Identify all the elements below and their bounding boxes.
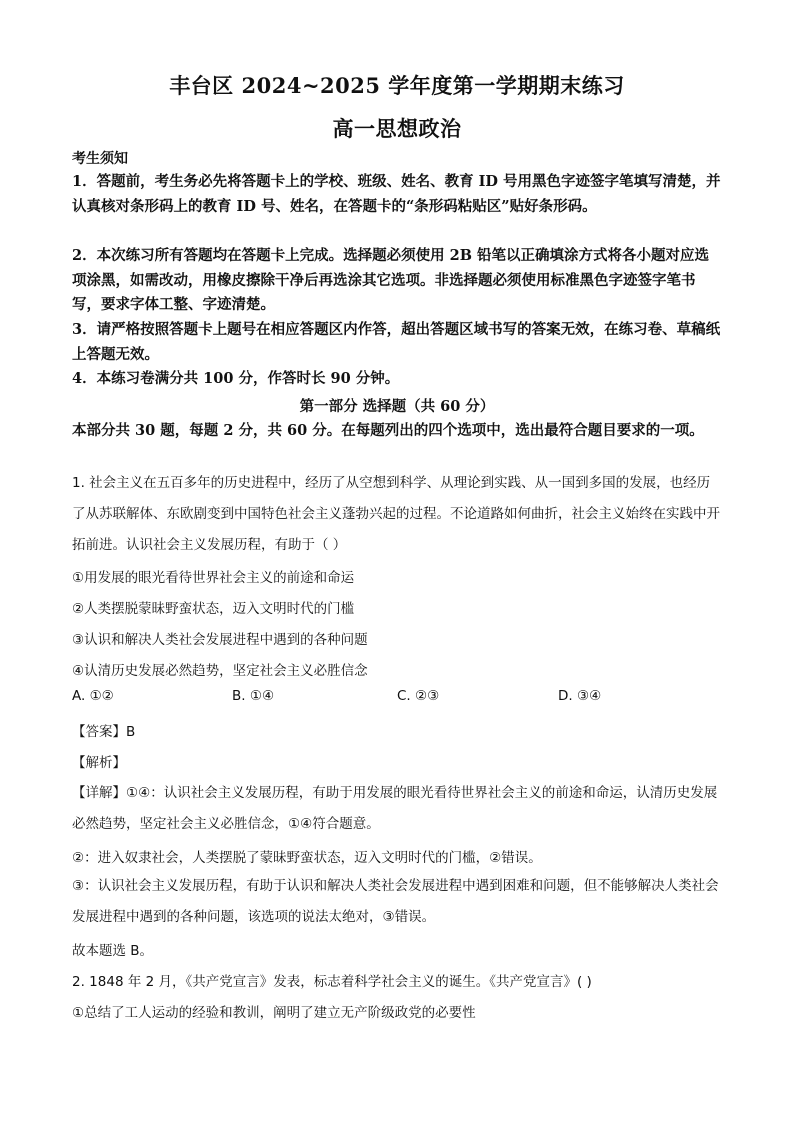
question-1-option-3: ③认识和解决人类社会发展进程中遇到的各种问题 — [72, 632, 368, 648]
analysis-conclusion: 故本题选 B。 — [72, 943, 154, 959]
analysis-detail: 【详解】①④：认识社会主义发展历程，有助于用发展的眼光看待世界社会主义的前途和命运，认清历史发展必然趋势，坚定社会主义必胜信念，①④符合题意。 — [72, 785, 718, 832]
choice-b: B. ①④ — [232, 688, 275, 704]
analysis-label: 【解析】 — [72, 755, 126, 771]
section-title: 第一部分 选择题（共 60 分） — [299, 398, 495, 415]
choice-a: A. ①② — [72, 688, 114, 704]
question-1-option-1: ①用发展的眼光看待世界社会主义的前途和命运 — [72, 570, 355, 586]
notice-item-3: 3．请严格按照答题卡上题号在相应答题区内作答，超出答题区域书写的答案无效，在练习卷、草稿纸上答题无效。 — [72, 321, 721, 363]
question-1-option-2: ②人类摆脱蒙昧野蛮状态，迈入文明时代的门槛 — [72, 601, 355, 617]
notice-heading: 考生须知 — [72, 151, 128, 167]
choice-c: C. ②③ — [397, 688, 440, 704]
notice-item-4: 4．本练习卷满分共 100 分，作答时长 90 分钟。 — [72, 370, 400, 387]
analysis-point-2: ②：进入奴隶社会，人类摆脱了蒙昧野蛮状态，迈入文明时代的门槛，②错误。 — [72, 850, 542, 866]
question-1-choices — [72, 688, 722, 712]
section-description: 本部分共 30 题，每题 2 分，共 60 分。在每题列出的四个选项中，选出最符合题目要求的一项。 — [72, 422, 704, 439]
notice-item-1: 1．答题前，考生务必先将答题卡上的学校、班级、姓名、教育 ID 号用黑色字迹签字笔填写清楚，并认真核对条形码上的教育 ID 号、姓名，在答题卡的“条形码粘贴区”贴好条形码。 — [72, 173, 721, 215]
question-1-stem: 1. 社会主义在五百多年的历史进程中，经历了从空想到科学、从理论到实践、从一国到多国的发展，也经历了从苏联解体、东欧剧变到中国特色社会主义蓬勃兴起的过程。不论道路如何曲折，社会主义始终在实践中开拓前进。认识社会主义发展历程，有助于（ ） — [72, 475, 720, 553]
exam-title: 丰台区 2024~2025 学年度第一学期期末练习 — [169, 73, 625, 98]
subject-title: 高一思想政治 — [332, 116, 462, 141]
answer-line: 【答案】B — [72, 724, 136, 740]
question-2-stem: 2. 1848 年 2 月，《共产党宣言》发表，标志着科学社会主义的诞生。《共产党宣言》( ) — [72, 974, 592, 990]
question-1-option-4: ④认清历史发展必然趋势，坚定社会主义必胜信念 — [72, 663, 368, 679]
notice-item-2: 2．本次练习所有答题均在答题卡上完成。选择题必须使用 2B 铅笔以正确填涂方式将各小题对应选项涂黑，如需改动，用橡皮擦除干净后再选涂其它选项。非选择题必须使用标准黑色字迹签字笔书写，要求字体工整、字迹清楚。 — [72, 247, 710, 313]
choice-d: D. ③④ — [558, 688, 602, 704]
question-2-option-1: ①总结了工人运动的经验和教训，阐明了建立无产阶级政党的必要性 — [72, 1005, 476, 1021]
analysis-point-3: ③：认识社会主义发展历程，有助于认识和解决人类社会发展进程中遇到困难和问题，但不能够解决人类社会发展进程中遇到的各种问题，该选项的说法太绝对，③错误。 — [72, 878, 719, 925]
